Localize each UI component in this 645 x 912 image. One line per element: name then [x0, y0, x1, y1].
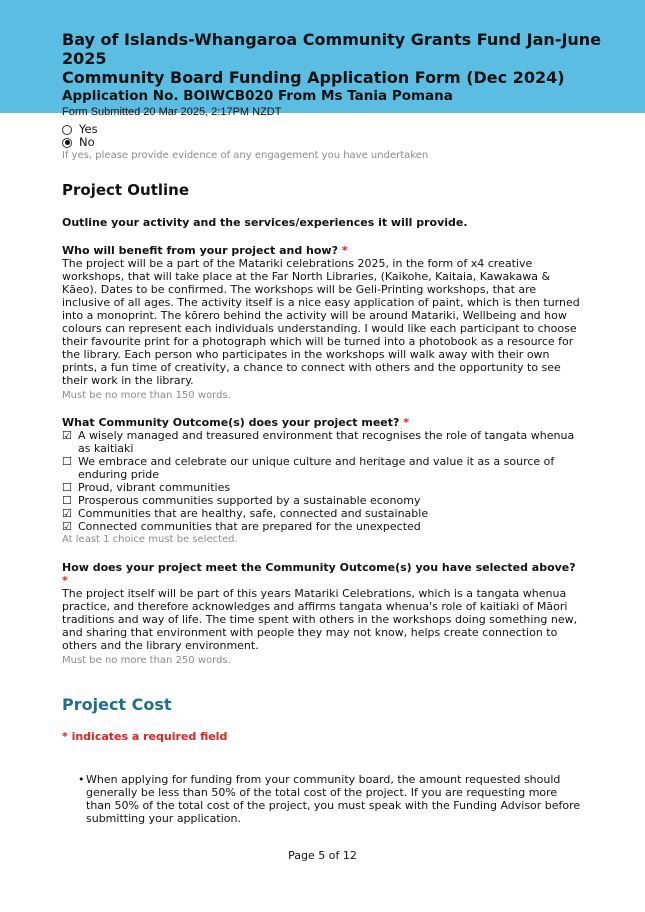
- outcome-option[interactable]: [62, 494, 583, 507]
- answer-how-meets-outcomes: The project itself will be part of this years Matariki Celebrations, which is a tangata whenua practice, and therefore acknowledges and affirms tangata whenua's role of kaitiaki of Māori traditions and way of life. The time spent with others in the workshops doing something new, and sharing that environment with people they may not know, helps create connection to others and the library environment.: [62, 587, 578, 652]
- outcome-option[interactable]: [62, 520, 583, 533]
- question-community-outcomes: [62, 416, 583, 429]
- required-asterisk: *: [341, 244, 348, 257]
- page-number: Page 5 of 12: [288, 849, 357, 862]
- option-label: Prosperous communities supported by a sustainable economy: [78, 494, 421, 507]
- radio-yes[interactable]: [62, 123, 583, 136]
- radio-label-yes: Yes: [79, 122, 98, 136]
- checkbox-checked-icon: ☑: [62, 429, 72, 442]
- bullet-icon: •: [78, 773, 85, 786]
- engagement-hint: If yes, please provide evidence of any engagement you have undertaken: [62, 150, 429, 161]
- question-label: Who will benefit from your project and how?: [62, 244, 338, 257]
- application-number: Application No. BOIWCB020 From Ms Tania Pomana: [62, 88, 453, 104]
- outcome-option[interactable]: [62, 507, 583, 520]
- outcome-option[interactable]: [62, 455, 583, 481]
- form-title-line1: Bay of Islands-Whangaroa Community Grants Fund Jan-June 2025: [62, 30, 602, 68]
- form-title-line2: Community Board Funding Application Form (Dec 2024): [62, 68, 565, 87]
- checkbox-checked-icon: ☑: [62, 520, 72, 533]
- outline-intro: Outline your activity and the services/experiences it will provide.: [62, 216, 468, 229]
- checkbox-unchecked-icon: ☐: [62, 481, 72, 494]
- required-asterisk: *: [62, 574, 68, 587]
- outcome-option[interactable]: [62, 481, 583, 494]
- choice-hint: At least 1 choice must be selected.: [62, 534, 238, 545]
- word-limit-hint: Must be no more than 250 words.: [62, 655, 231, 666]
- question-label: How does your project meet the Community Outcome(s) you have selected above?: [62, 561, 576, 574]
- option-label: Connected communities that are prepared for the unexpected: [78, 520, 421, 533]
- question-how-meets-outcomes: [62, 561, 583, 587]
- outcome-option[interactable]: [62, 429, 583, 455]
- word-limit-hint: Must be no more than 150 words.: [62, 390, 231, 401]
- option-label: We embrace and celebrate our unique culture and heritage and value it as a source of enduring pride: [78, 455, 555, 481]
- radio-unselected-icon: [62, 125, 72, 135]
- form-content: [0, 113, 645, 825]
- option-label: A wisely managed and treasured environment that recognises the role of tangata whenua as kaitiaki: [78, 429, 575, 455]
- section-title-project-outline: Project Outline: [62, 181, 190, 199]
- question-who-benefits: [62, 244, 583, 257]
- section-title-project-cost: Project Cost: [62, 695, 172, 714]
- option-label: Proud, vibrant communities: [78, 481, 231, 494]
- radio-selected-icon: [62, 138, 72, 148]
- required-asterisk: *: [403, 416, 409, 429]
- radio-label-no: No: [79, 135, 95, 149]
- funding-guidance-text: When applying for funding from your community board, the amount requested should generally be less than 50% of the total cost of the project. If you are requesting more than 50% of the total cost of the project, you must speak with the Funding Advisor before submitting your application.: [86, 773, 581, 825]
- required-field-note: * indicates a required field: [62, 730, 228, 743]
- form-header: [0, 0, 645, 118]
- answer-who-benefits: The project will be a part of the Matariki celebrations 2025, in the form of x4 creative workshops, that will take place at the Far North Libraries, (Kaikohe, Kaitaia, Kawakawa & Kāeo). Dates to be confirmed. The workshops will be Geli-Printing workshops, that are inclusive of all ages. The activity itself is a nice easy application of paint, which is then turned into a monoprint. The kōrero behind the activity will be around Matariki, Wellbeing and how colours can represent each individuals understanding. I would like each participant to choose their favourite print for a photograph which will be turned into a photobook as a resource for the library. Each person who participates in the workshops will walk away with their own prints, a fun time of creativity, a chance to connect with others and the opportunity to see their work in the library.: [62, 257, 580, 387]
- question-label: What Community Outcome(s) does your project meet?: [62, 416, 400, 429]
- submitted-timestamp: Form Submitted 20 Mar 2025, 2:17PM NZDT: [62, 106, 282, 118]
- checkbox-unchecked-icon: ☐: [62, 494, 72, 507]
- radio-no[interactable]: [62, 136, 583, 149]
- option-label: Communities that are healthy, safe, connected and sustainable: [78, 507, 429, 520]
- checkbox-unchecked-icon: ☐: [62, 455, 72, 468]
- checkbox-checked-icon: ☑: [62, 507, 72, 520]
- funding-guidance-bullet: [62, 773, 583, 825]
